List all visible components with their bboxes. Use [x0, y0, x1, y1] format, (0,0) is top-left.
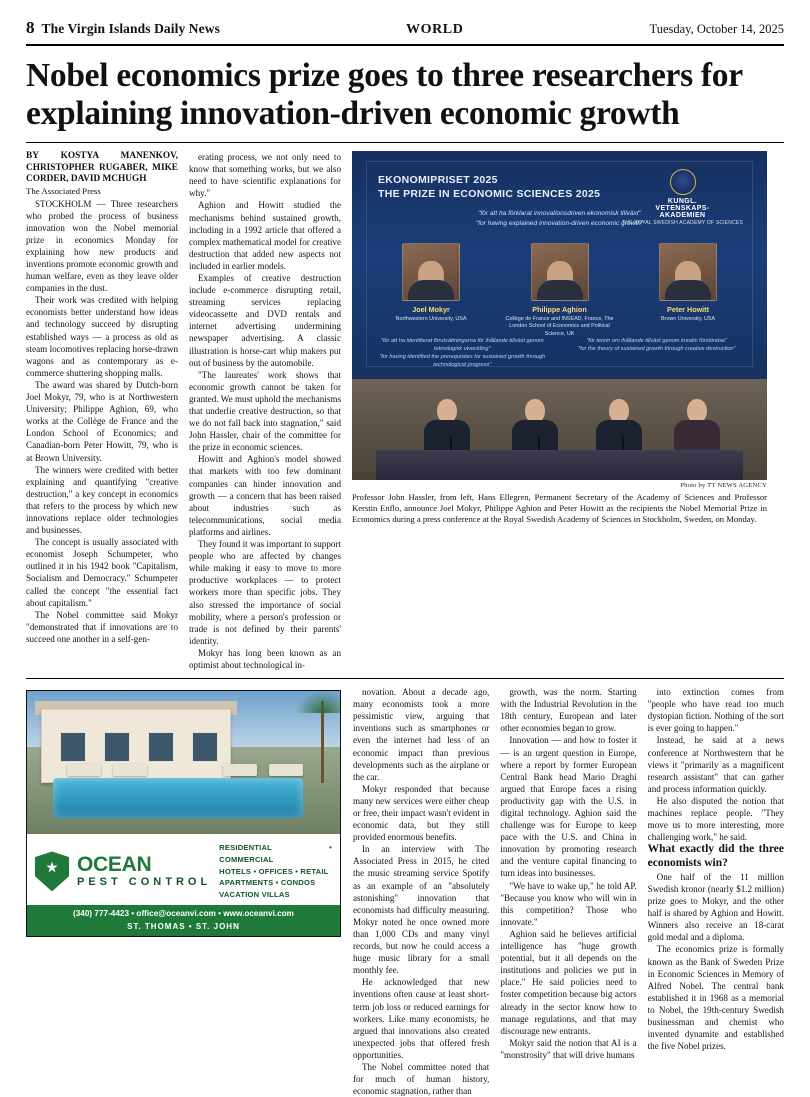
article-column-3-lower	[26, 686, 332, 1097]
screen-title-en: THE PRIZE IN ECONOMIC SCIENCES 2025	[378, 188, 601, 201]
paragraph: The concept is usually associated with economist Joseph Schumpeter, who outlined it in his 1942 book "Capitalism, Socialism and Democracy." Schumpeter called the concept "the essential fact about capitalism."	[26, 537, 178, 608]
paragraph: The Nobel committee said Mokyr "demonstrated that if innovations are to succeed one another in a self-gen-	[26, 609, 178, 644]
laureate-motivation-en: "for having identified the prerequisites for sustained growth through technological progress"	[379, 353, 546, 368]
academy-name-1: KUNGL.	[667, 198, 698, 206]
masthead-rule	[26, 44, 784, 46]
laureate-list	[372, 243, 747, 338]
press-conference-panel	[352, 379, 767, 480]
paragraph: Mokyr has long been known as an optimist about technological in-	[189, 647, 341, 670]
laureate-motivation	[370, 337, 555, 369]
issue-date: Tuesday, October 14, 2025	[649, 22, 784, 36]
panelist	[424, 399, 470, 454]
headline-rule	[26, 142, 784, 143]
photo-column	[352, 151, 767, 671]
screen-title-sv: EKONOMIPRISET 2025	[378, 174, 498, 187]
paragraph: He acknowledged that new inventions often cause at least short-term job loss or reduced earnings for workers. Like many economists, he argued that innovations also created unexpected jobs that offered fresh opportunities.	[353, 977, 490, 1060]
article-column-4-lower	[353, 686, 489, 1097]
academy-subtitle: THE ROYAL SWEDISH ACADEMY OF SCIENCES	[622, 220, 743, 227]
laureate-motivation	[565, 337, 750, 369]
laureate-affiliation: Brown University, USA	[660, 316, 716, 323]
laureate-affiliation: Northwestern University, USA	[395, 316, 467, 323]
paragraph: They found it was important to support people who are affected by changes while making it easy to move to more productive workplaces — to protect workers more than specific jobs. They also stressed the importance of social mobility, where a person's profession or trade is not defined by their parents' identity.	[189, 539, 341, 646]
laureate-item	[372, 243, 490, 338]
advertisement[interactable]	[26, 690, 341, 937]
byline-organization: The Associated Press	[26, 185, 101, 196]
academy-name-3: AKADEMIEN	[659, 212, 706, 220]
paragraph: erating process, we not only need to know that something works, but we also need to have scientific explanations for why."	[189, 152, 341, 199]
top-section	[26, 151, 784, 671]
page-headline: Nobel economics prize goes to three researchers for explaining innovation-driven economic growth	[26, 57, 743, 132]
palm-tree-icon	[321, 701, 324, 783]
paragraph: The winners were credited with better explaining and quantifying "creative destruction," a key concept in economics that refers to the process by which new innovations replace older technologies and businesses.	[26, 464, 178, 536]
masthead-left	[26, 18, 220, 38]
panelist	[512, 399, 558, 454]
laureate-affiliation: Collège de France and INSEAD, France, The London School of Economics and Political Science, UK	[505, 316, 614, 337]
article-subhead: What exactly did the three economists win?	[647, 843, 784, 870]
article-column-2	[189, 151, 341, 671]
paragraph: novation. About a decade ago, many economists took a more pessimistic view, arguing that inventions such as smartphones or even the internet had less of an economic impact than previous developments such as the airplane or the car.	[353, 687, 490, 782]
paragraph: Innovation — and how to foster it — is an urgent question in Europe, where a report by former European Central Bank head Mario Draghi argued that Europe faces a rising productivity gap with the U.S. in digital technology. Aghion said the challenge was for Europe to keep pace with the U.S. and China in innovation by promoting research and the venture capital financing to turn ideas into businesses.	[500, 735, 637, 879]
paragraph: Examples of creative destruction include e-commerce disrupting retail, streaming services replacing videocassette and DVD rentals and internet advertising undermining newspaper advertising. A classic illustration is horse-cart whip makers put out of business by the automobile.	[189, 272, 341, 368]
prize-motivation	[412, 209, 707, 229]
laureate-item	[629, 243, 747, 338]
academy-name-2: VETENSKAPS-	[655, 205, 710, 213]
paragraph: The award was shared by Dutch-born Joel Mokyr, 79, who is at Northwestern University; Philippe Aghion, 69, who works at the Collège de France and the London School of Economics; and Canadian-born Peter Howitt, 79, who is at Brown University.	[26, 379, 178, 463]
ad-locations: ST. THOMAS • ST. JOHN	[127, 921, 240, 931]
laureate-motivation-sv: "för att ha identifierat förutsättningarna för ihållande tillväxt genom teknologisk utveckling"	[380, 337, 544, 352]
paper-name: The Virgin Islands Daily News	[41, 21, 220, 36]
ad-photo	[27, 691, 340, 834]
paragraph: Instead, he said at a news conference at Northwestern that he views it "primarily as a magnificent research assistant" that can gather and process information quickly.	[647, 735, 784, 794]
shield-icon	[35, 851, 69, 891]
laureate-portrait	[402, 243, 460, 301]
ad-brand-sub: PEST CONTROL	[77, 876, 212, 889]
prize-motivation-en: "for having explained innovation-driven economic growth"	[475, 219, 644, 227]
ad-service-line: HOTELS • OFFICES • RETAIL	[219, 866, 329, 876]
paragraph: The Nobel committee noted that for much of human history, economic stagnation, rather than	[353, 1061, 490, 1097]
ad-logo-row	[27, 834, 340, 905]
laureate-name: Joel Mokyr	[412, 305, 450, 315]
paragraph: Mokyr responded that because many new services were either cheap or free, their impact wasn't evident in economic data, but they still provided enormous benefits.	[353, 783, 490, 843]
section-divider	[26, 678, 784, 679]
prize-motivation-sv: "för att ha förklarat innovationsdriven ekonomisk tillväxt"	[477, 210, 641, 218]
paragraph: Howitt and Aghion's model showed that markets with too few dominant companies can hinder innovation and growth — a concern that has been raised about industries such as telecommunications, social media platforms and airlines.	[189, 454, 341, 537]
paragraph: Aghion and Howitt studied the mechanisms behind sustained growth, including in a 1992 article that offered a complex mathematical model for creative destruction that added new aspects not included in earlier models.	[189, 200, 341, 271]
paragraph: He also disputed the notion that machines replace people. "They move us to more interesting, more challenging work," he said.	[647, 795, 784, 843]
laureate-name: Philippe Aghion	[532, 305, 587, 315]
byline-authors: BY KOSTYA MANENKOV, CHRISTOPHER RUGABER, MIKE CORDER, DAVID MCHUGH	[26, 151, 178, 185]
ad-service-line: RESIDENTIAL • COMMERCIAL	[219, 843, 332, 864]
ad-services	[219, 842, 332, 901]
laureate-motivations	[370, 337, 749, 369]
paragraph: The economics prize is formally known as the Bank of Sweden Prize in Economic Sciences in Memory of Alfred Nobel. The central bank established it in 1968 as a memorial to Nobel, the 19th-century Swedish businessman and chemist who invented dynamite and established the five Nobel prizes.	[647, 944, 784, 1052]
laureate-portrait	[659, 243, 717, 301]
laureate-name: Peter Howitt	[667, 305, 709, 315]
ad-brand-name: OCEAN	[77, 853, 152, 877]
paragraph: In an interview with The Associated Press in 2015, he cited the music streaming service Spotify as an example of an "absolutely astonishing" innovation that economists had difficulty measuring. Mokyr noted he once owned more than 1,000 CDs and many vinyl records, but now he could access a huge music library for a small monthly fee.	[353, 844, 490, 976]
ad-pool	[53, 778, 303, 818]
article-column-6-lower	[648, 686, 784, 1097]
laureate-portrait	[531, 243, 589, 301]
laureate-motivation-sv: "för teorin om ihållande tillväxt genom kreativ förstörelse"	[586, 337, 728, 344]
article-column-1	[26, 151, 178, 671]
laureate-item	[501, 243, 619, 338]
ad-footer[interactable]	[27, 905, 340, 937]
panel-desk	[376, 450, 743, 480]
laureate-motivation-en: "for the theory of sustained growth through creative destruction"	[577, 345, 736, 352]
article-column-5-lower	[500, 686, 636, 1097]
ad-service-line: VACATION VILLAS	[219, 890, 290, 900]
photo-credit: Photo by TT NEWS AGENCY	[680, 482, 767, 490]
paragraph: into extinction comes from "people who have read too much dystopian fiction. Nothing of the sort is ever going to happen."	[647, 687, 784, 734]
page-number: 8	[26, 18, 35, 37]
paragraph: Aghion said he believes artificial intelligence has "huge growth potential, but it all depends on the institutions and policies we put in place." He said policies need to foster competition because big actors already in the sector know how to manage regulations, and that may discourage new entrants.	[500, 928, 637, 1036]
ad-brand	[77, 854, 211, 888]
paragraph: Mokyr said the notion that AI is a "monstrosity" that will drive humans	[500, 1037, 637, 1060]
section-title: WORLD	[406, 22, 464, 37]
screen-title	[378, 173, 600, 201]
bottom-section	[26, 686, 784, 1097]
ad-service-line: APARTMENTS • CONDOS	[219, 878, 316, 888]
ad-contact[interactable]: (340) 777-4423 • office@oceanvi.com • www.oceanvi.com	[73, 908, 294, 918]
paragraph: Their work was credited with helping economists better understand how ideas and technology succeed by disrupting established ways — a process as old as steam locomotives replacing horse-drawn wagons and as contemporary as e-commerce shuttering shopping malls.	[26, 295, 178, 378]
panelists	[352, 379, 767, 480]
panelist	[596, 399, 642, 454]
paragraph: "We have to wake up," he told AP. "Because you know who will win in this competition? Those who innovate."	[500, 880, 637, 927]
presentation-screen	[352, 151, 767, 379]
masthead	[26, 18, 784, 38]
paragraph: STOCKHOLM — Three researchers who probed the process of business innovation won the Nobel memorial prize in economics Monday for explaining how new products and inventions promote economic growth and human welfare, even as they leave older companies in the dust.	[26, 198, 178, 294]
paragraph: growth, was the norm. Starting with the Industrial Revolution in the 18th century, European and later other economies began to grow.	[500, 687, 637, 734]
news-photo	[352, 151, 767, 480]
photo-caption: Professor John Hassler, from left, Hans Ellegren, Permanent Secretary of the Academy of Sciences and Professor Kerstin Enflo, announce Joel Mokyr, Philippe Aghion and Peter Howitt as the recipients the Nobel Memorial Prize in Economics during a press conference at the Royal Swedish Academy of Sciences in Stockholm, Sweden, on Monday.	[352, 492, 767, 525]
paragraph: "The laureates' work shows that economic growth cannot be taken for granted. We must uphold the mechanisms that underlie creative destruction, so that we do not fall back into stagnation," said John Hassler, chair of the committee for the prize in economic sciences.	[189, 369, 341, 453]
academy-seal-icon	[670, 169, 696, 195]
paragraph: One half of the 11 million Swedish kronor (nearly $1.2 million) prize goes to Mokyr, and the other half is shared by Aghion and Howitt. Winners also receive an 18-carat gold medal and a diploma.	[647, 871, 784, 943]
panelist	[674, 399, 720, 454]
